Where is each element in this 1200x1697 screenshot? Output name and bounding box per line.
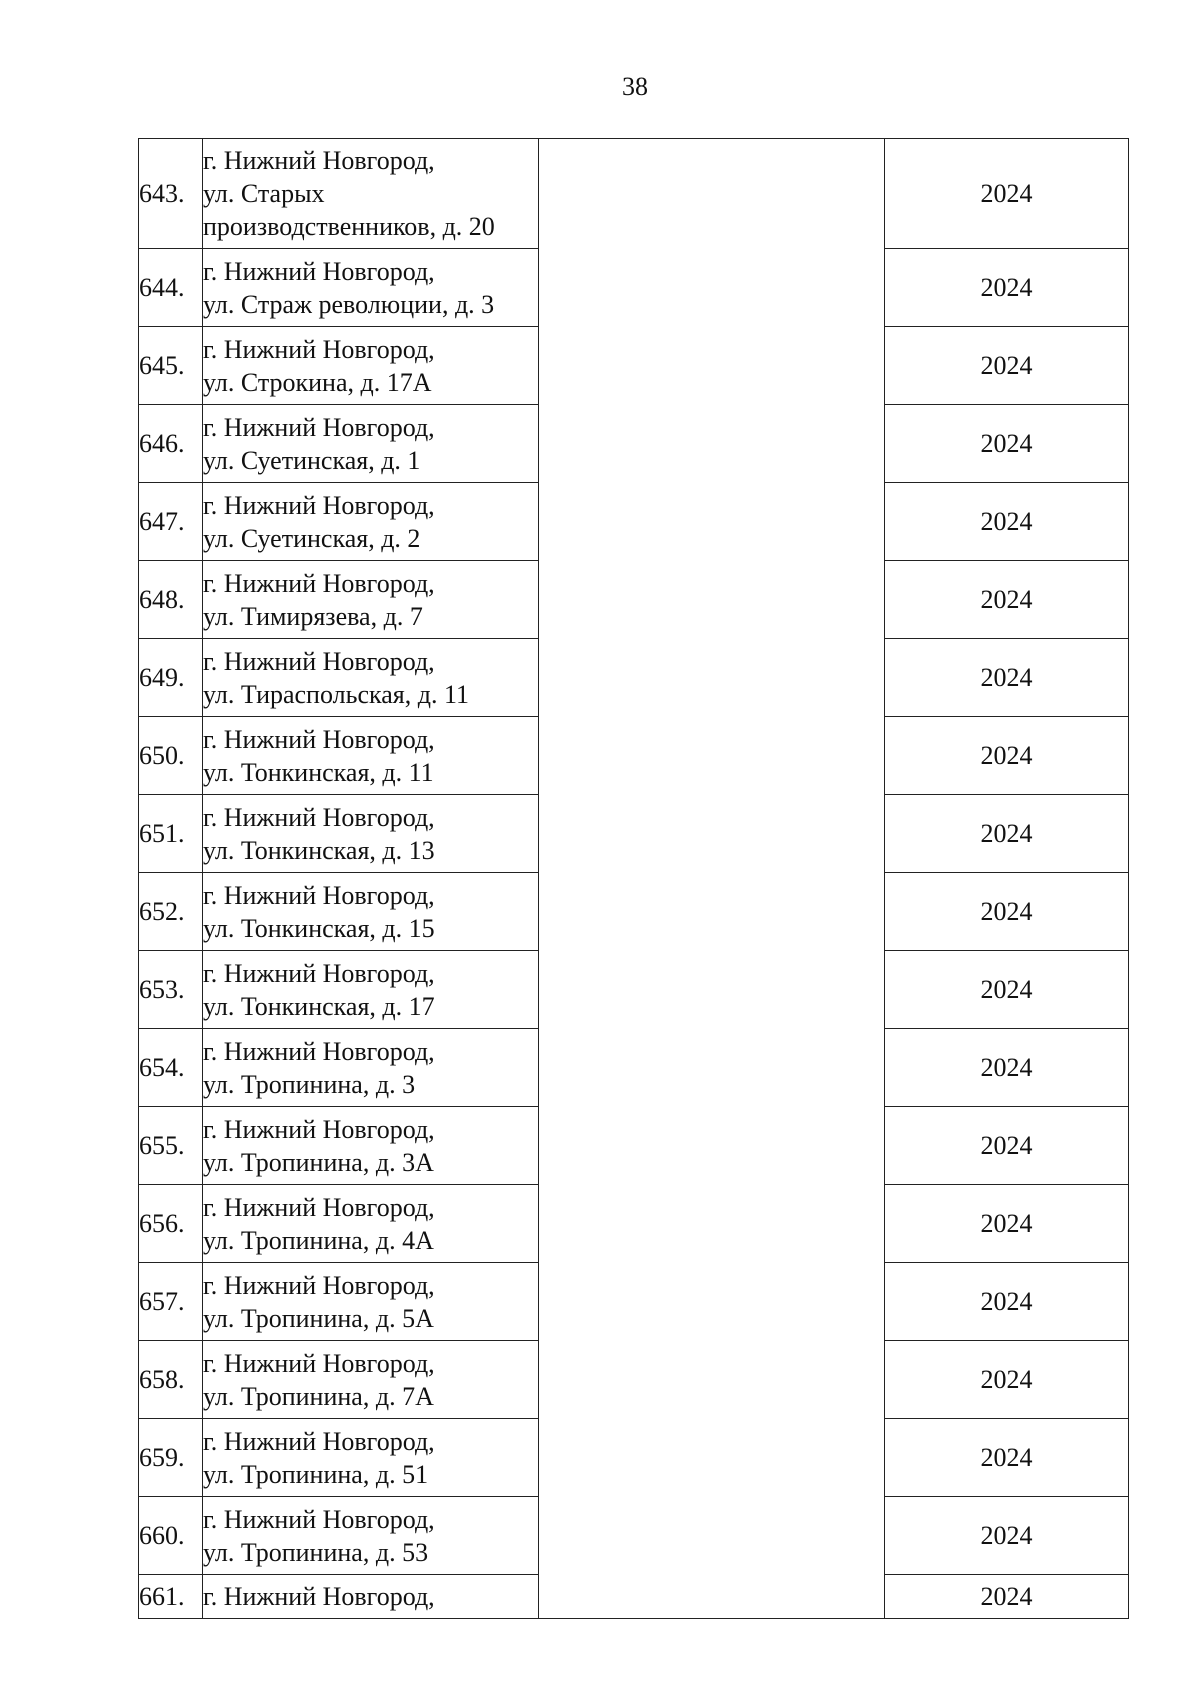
- address-street: ул. Тонкинская, д. 15: [203, 913, 435, 943]
- row-number: 651.: [139, 795, 203, 873]
- address-cell: [203, 139, 539, 249]
- address-city: г. Нижний Новгород,: [203, 1114, 435, 1144]
- address-city: г. Нижний Новгород,: [203, 568, 435, 598]
- address-cell: [203, 1263, 539, 1341]
- address-street: ул. Строкина, д. 17А: [203, 367, 432, 397]
- address-street-prefix: ул.: [203, 179, 235, 208]
- address-street: ул. Тонкинская, д. 17: [203, 991, 435, 1021]
- address-street: ул. Тропинина, д. 51: [203, 1459, 429, 1489]
- row-number: 648.: [139, 561, 203, 639]
- address-cell: [203, 1185, 539, 1263]
- address-city: г. Нижний Новгород,: [203, 646, 435, 676]
- address-street: ул. Тропинина, д. 3: [203, 1069, 416, 1099]
- row-number: 645.: [139, 327, 203, 405]
- address-street: ул. Тонкинская, д. 13: [203, 835, 435, 865]
- address-cell: [203, 1419, 539, 1497]
- row-number: 655.: [139, 1107, 203, 1185]
- year-cell: 2024: [885, 249, 1129, 327]
- address-city: г. Нижний Новгород,: [203, 1582, 435, 1611]
- address-city: г. Нижний Новгород,: [203, 1270, 435, 1300]
- address-street: ул. Тропинина, д. 53: [203, 1537, 429, 1567]
- address-city: г. Нижний Новгород,: [203, 724, 435, 754]
- address-street: ул. Суетинская, д. 2: [203, 523, 421, 553]
- year-cell: 2024: [885, 873, 1129, 951]
- year-cell: 2024: [885, 327, 1129, 405]
- page-number: 38: [622, 72, 648, 101]
- address-street: ул. Тропинина, д. 4А: [203, 1225, 434, 1255]
- address-cell: [203, 561, 539, 639]
- row-number: 661.: [139, 1575, 203, 1619]
- address-street: ул. Тропинина, д. 3А: [203, 1147, 434, 1177]
- table-row: [139, 139, 1129, 249]
- address-cell: [203, 639, 539, 717]
- address-street: ул. Тираспольская, д. 11: [203, 679, 470, 709]
- address-city: г. Нижний Новгород,: [203, 802, 435, 832]
- year-cell: 2024: [885, 139, 1129, 249]
- address-table: [138, 138, 1129, 1619]
- year-cell: 2024: [885, 951, 1129, 1029]
- address-city: г. Нижний Новгород,: [203, 1504, 435, 1534]
- empty-column: [539, 139, 885, 1619]
- address-city: г. Нижний Новгород,: [203, 1192, 435, 1222]
- address-cell: [203, 795, 539, 873]
- row-number: 656.: [139, 1185, 203, 1263]
- address-cell: [203, 483, 539, 561]
- address-city: г. Нижний Новгород,: [203, 958, 435, 988]
- address-street: ул. Тропинина, д. 5А: [203, 1303, 434, 1333]
- address-street: ул. Суетинская, д. 1: [203, 445, 421, 475]
- address-cell: [203, 1341, 539, 1419]
- year-cell: 2024: [885, 1029, 1129, 1107]
- row-number: 653.: [139, 951, 203, 1029]
- address-city: г. Нижний Новгород,: [203, 256, 435, 286]
- address-cell: [203, 873, 539, 951]
- row-number: 646.: [139, 405, 203, 483]
- year-cell: 2024: [885, 405, 1129, 483]
- address-cell: [203, 249, 539, 327]
- address-city: г. Нижний Новгород,: [203, 1348, 435, 1378]
- address-city: г. Нижний Новгород,: [203, 412, 435, 442]
- address-cell: [203, 327, 539, 405]
- year-cell: 2024: [885, 717, 1129, 795]
- year-cell: 2024: [885, 1419, 1129, 1497]
- year-cell: 2024: [885, 483, 1129, 561]
- address-cell: [203, 951, 539, 1029]
- address-street: ул. Тимирязева, д. 7: [203, 601, 423, 631]
- year-cell: 2024: [885, 795, 1129, 873]
- year-cell: 2024: [885, 1341, 1129, 1419]
- row-number: 644.: [139, 249, 203, 327]
- address-cell: [203, 1029, 539, 1107]
- year-cell: 2024: [885, 561, 1129, 639]
- address-street: ул. Тонкинская, д. 11: [203, 757, 434, 787]
- address-street-line: [203, 177, 538, 210]
- year-cell: 2024: [885, 1497, 1129, 1575]
- row-number: 647.: [139, 483, 203, 561]
- row-number: 649.: [139, 639, 203, 717]
- address-city: г. Нижний Новгород,: [203, 490, 435, 520]
- address-cell: [203, 1497, 539, 1575]
- address-city: г. Нижний Новгород,: [203, 334, 435, 364]
- year-cell: 2024: [885, 1263, 1129, 1341]
- year-cell: 2024: [885, 1575, 1129, 1619]
- row-number: 650.: [139, 717, 203, 795]
- address-street: ул. Страж революции, д. 3: [203, 289, 495, 319]
- address-cell: [203, 1575, 539, 1619]
- address-street-tail: производственников, д. 20: [203, 212, 495, 241]
- row-number: 643.: [139, 139, 203, 249]
- address-cell: [203, 717, 539, 795]
- address-city: г. Нижний Новгород,: [203, 880, 435, 910]
- year-cell: 2024: [885, 1107, 1129, 1185]
- address-cell: [203, 405, 539, 483]
- year-cell: 2024: [885, 639, 1129, 717]
- row-number: 654.: [139, 1029, 203, 1107]
- row-number: 660.: [139, 1497, 203, 1575]
- row-number: 659.: [139, 1419, 203, 1497]
- address-city: г. Нижний Новгород,: [203, 1426, 435, 1456]
- address-street: ул. Тропинина, д. 7А: [203, 1381, 434, 1411]
- address-street-name: Старых: [240, 179, 325, 208]
- row-number: 652.: [139, 873, 203, 951]
- address-city: г. Нижний Новгород,: [203, 146, 435, 175]
- row-number: 658.: [139, 1341, 203, 1419]
- address-cell: [203, 1107, 539, 1185]
- address-city: г. Нижний Новгород,: [203, 1036, 435, 1066]
- year-cell: 2024: [885, 1185, 1129, 1263]
- row-number: 657.: [139, 1263, 203, 1341]
